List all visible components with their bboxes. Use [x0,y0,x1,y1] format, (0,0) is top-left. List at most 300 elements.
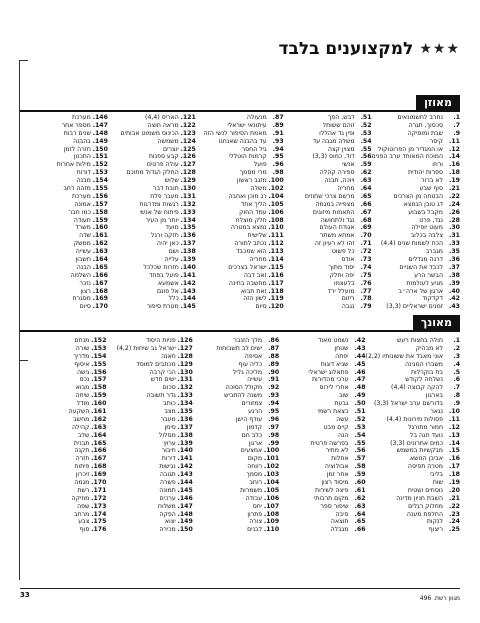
clue-number: 141. [180,271,196,279]
clue-number: 166. [92,271,108,279]
clue-entry [372,130,460,138]
clue-entry [108,177,196,185]
clue-entry [372,217,460,225]
clue-answer: נכס [79,376,90,384]
clue-entry [193,526,279,534]
clue-number: 116. [268,271,284,279]
clue-answer: הבנה [76,263,91,271]
clue-answer: חזרות שכלכל [143,263,179,271]
clue-answer: תוצאה [330,518,349,526]
clue-answer: ארגון [248,439,263,447]
clue-number: 86. [268,337,280,344]
clue-answer: נשמט מאוד [318,337,349,344]
clue-answer: נוסחים ושטיח [407,486,443,494]
clue-number: 127. [180,161,196,169]
clue-entry [193,424,279,432]
clue-answer: מילות אחרות [56,161,91,169]
clue-entry [284,303,372,311]
clue-answer: מראה חוצה [147,121,179,129]
clue-answer: יסוד מתוך [328,263,355,271]
clue-entry [196,248,284,256]
clue-number: 91. [268,376,280,384]
clue-entry [20,122,108,130]
clue-number: 149. [177,518,193,526]
clue-entry [106,345,192,353]
clue-number: 37. [449,263,460,271]
clue-number: 65. [360,192,372,200]
clue-number: 160. [92,224,108,232]
clue-answer: שדה [79,232,91,240]
clue-entry [279,376,365,384]
clue-entry [20,280,108,288]
clue-number: 126. [180,153,196,161]
clue-answer: גיל החסר [241,145,267,153]
clue-entry [372,240,460,248]
clue-entry [106,416,192,424]
clue-number: 20. [449,486,460,494]
clue-number: 109. [263,518,280,526]
clue-entry [366,487,460,495]
clue-entry [196,161,284,169]
clue-entry [193,392,279,400]
clue-entry [193,495,279,503]
clue-answer: בדורשם ערב ישראל (3,3) [373,400,443,408]
clue-answer: מלך הזנבר [233,337,263,344]
clue-number: 103. [263,471,280,479]
clue-number: 175. [91,518,107,526]
clue-entry [20,138,108,146]
clue-number: 28. [449,216,460,224]
clue-entry [279,337,365,345]
clue-answer: ריצוף [428,526,443,534]
clue-entry [106,447,192,455]
clue-entry [193,361,279,369]
clue-entry [366,447,460,455]
clue-answer: גישה [77,368,90,376]
clue-answer: עולה פרטים [146,161,179,169]
clue-number: 21. [449,494,460,502]
down-grid [20,337,460,534]
clue-number: 119. [268,295,284,303]
clue-entry [366,376,460,384]
clue-answer: מגבלה [330,526,349,534]
clue-answer: ממשק [73,240,91,248]
clue-number: 144. [177,479,193,487]
clue-number: 75. [360,271,372,279]
clue-number: 115. [268,263,284,271]
clue-entry [106,503,192,511]
clue-answer: דקדקוד [422,295,443,303]
clue-answer: זוהם ששותל [322,121,355,129]
clue-answer: רצון [80,287,91,295]
clue-answer: משלה מגבה עד [312,137,355,145]
clue-entry [193,487,279,495]
clue-answer: פניות היסוד [145,337,176,344]
clue-answer: השלמה [70,271,91,279]
clue-number: 58. [354,463,366,471]
clue-entry [20,130,108,138]
clue-entry [106,463,192,471]
clue-number: 129. [177,360,193,368]
clue-entry [284,193,372,201]
clue-answer: מסמך [246,471,263,479]
clue-entry [372,122,460,130]
clue-answer: מזהה רחב [63,185,91,193]
clue-entry [284,280,372,288]
clue-answer: ספירה קהלה [319,169,355,177]
clue-answer: מקום [247,455,263,463]
clue-entry [372,303,460,311]
clue-entry [196,264,284,272]
clue-number: 133. [180,208,196,216]
clue-answer: משמשה [157,137,179,145]
clue-entry [20,432,106,440]
clue-number: 150. [177,526,193,534]
clue-entry [193,463,279,471]
clue-number: 36. [449,256,460,264]
clue-number: 154. [92,177,108,185]
clue-entry [108,185,196,193]
clue-number: 110. [268,224,284,232]
clue-entry [372,161,460,169]
clue-number: 60. [354,479,366,487]
clue-answer: נחרב לחשמונאים [397,114,443,121]
clue-entry [196,130,284,138]
clue-number: 169. [92,295,108,303]
clue-number: 135. [180,224,196,232]
clue-number: 89. [272,121,284,129]
clue-entry [372,288,460,296]
clue-entry [366,345,460,353]
clue-answer: תעודה [73,216,91,224]
clue-answer: התאמות מיזוגים [312,208,355,216]
clue-answer: תקנה [74,447,90,455]
clue-number: 73. [360,256,372,264]
clue-answer: הנה [337,431,349,439]
clue-answer: ארגון של ארה״ב [398,287,443,295]
clue-entry [284,240,372,248]
clue-entry [108,217,196,225]
clue-entry [193,471,279,479]
clue-answer: בת בוקרלות [410,368,443,376]
clue-entry [366,432,460,440]
clue-number: 18. [449,169,460,177]
clue-number: 155. [92,185,108,193]
clue-number: 79. [360,303,372,311]
clue-answer: אסיפה [244,352,263,360]
clue-entry [193,400,279,408]
clue-entry [108,280,196,288]
clue-number: 129. [180,177,196,185]
clue-number: 64. [354,510,366,518]
clue-answer: עשייה [247,376,263,384]
clue-entry [20,353,106,361]
clue-number: 148. [177,510,193,518]
clue-number: 93. [268,392,280,400]
across-grid [20,114,460,311]
clue-entry [108,114,196,122]
clue-entry [372,153,460,161]
clue-answer: מספר אחר [61,121,91,129]
clue-answer: יצוא [164,518,176,526]
clue-answer: תמונה [159,486,176,494]
clue-answer: יפתה [335,352,349,360]
clue-answer: אביבן הנושא [409,455,443,463]
clue-answer: ריזום [341,295,355,303]
clue-number: 123. [180,129,196,137]
clue-answer: עלייה [164,256,179,264]
clue-number: 9. [453,129,460,137]
clue-entry [20,288,108,296]
clue-answer: פיתוח של אנשי [139,208,179,216]
clue-entry [196,193,284,201]
clue-entry [106,376,192,384]
clue-entry [106,369,192,377]
clue-entry [193,432,279,440]
clue-entry [196,240,284,248]
clue-answer: נגד ולתחושה [320,216,355,224]
clue-answer: הפקה [159,510,176,518]
clue-answer: קבע ספנות [148,153,179,161]
clue-answer: רוחב [249,479,263,487]
clue-answer: שוב [338,392,349,400]
clue-entry [193,384,279,392]
clue-answer: מבקשיות במשמש [396,447,443,455]
down-label: מאונך [413,315,460,331]
clue-entry [106,471,192,479]
clue-entry [279,455,365,463]
clue-answer: זאת תבוא [240,287,267,295]
clue-entry [20,479,106,487]
clue-entry [366,455,460,463]
clue-number: 96. [268,415,280,423]
clue-number: 30. [449,224,460,232]
clue-answer: אל פונם [157,287,179,295]
clue-answer: יפה וחלק [329,271,355,279]
clue-entry [20,256,108,264]
clue-number: 143. [177,471,193,479]
clue-entry [106,518,192,526]
clue-number: 18. [449,471,460,479]
clue-number: 26. [449,208,460,216]
clue-entry [193,440,279,448]
clue-answer: סכום [162,384,176,392]
clue-entry [20,511,106,519]
clue-entry [372,138,460,146]
clue-number: 140. [177,447,193,455]
clue-entry [279,432,365,440]
clue-entry [20,153,108,161]
clue-number: 50. [354,400,366,408]
clue-number: 144. [180,295,196,303]
clue-answer: המוכח המאוחד ערב הפנים [371,153,443,161]
footer-rule [20,588,460,589]
clue-number: 160. [91,400,107,408]
clue-answer: מצוין קצה [327,145,355,153]
clue-number: 133. [177,392,193,400]
clue-entry [20,114,108,122]
clue-entry [196,122,284,130]
clue-number: 176. [91,526,107,534]
clue-entry [20,361,106,369]
clue-number: 150. [92,145,108,153]
clue-entry [372,264,460,272]
clue-number: 59. [354,471,366,479]
clue-answer: אמחא משתר [319,232,355,240]
clue-number: 21. [449,185,460,193]
clue-number: 70. [360,232,372,240]
clue-entry [372,248,460,256]
clue-entry [108,209,196,217]
clue-entry [20,526,106,534]
clue-number: 3. [453,352,460,360]
clue-answer: שבת ומוסיקה [407,129,443,137]
clue-entry [279,503,365,511]
clue-number: 9. [453,400,460,408]
across-label: מאוזן [416,95,460,111]
down-header [20,318,460,332]
clue-entry [366,400,460,408]
clue-entry [284,201,372,209]
clue-answer: מכתבים למוסד [136,360,176,368]
clue-answer: מצפייה במגמה [315,200,355,208]
clue-number: 147. [92,121,108,129]
clue-answer: יוצרים [163,145,179,153]
clue-entry [372,146,460,154]
clue-answer: כל פשוט [331,248,355,256]
clue-entry [366,361,460,369]
clue-answer: מבנה [76,177,91,185]
clue-number: 59. [360,161,372,169]
clue-number: 64. [360,185,372,193]
clue-entry [108,161,196,169]
clue-answer: חזרה [75,455,90,463]
clue-entry [196,185,284,193]
clue-answer: הרגע [248,408,263,416]
clue-answer: עודף הישן [235,415,263,423]
clue-answer: זיכרון [75,471,90,479]
clue-entry [284,138,372,146]
clue-answer: פתאלוג ישראלי [308,368,349,376]
clue-answer: סימן [164,423,176,431]
clue-entry [279,408,365,416]
clue-entry [193,416,279,424]
clue-number: 55. [354,439,366,447]
clue-answer: הכינוס משמוט אבותים [120,129,179,137]
clue-answer: איסוף [74,360,90,368]
clue-answer: מנעולה [246,114,267,121]
clue-number: 13. [449,431,460,439]
clue-entry [366,503,460,511]
clue-entry [108,272,196,280]
clue-entry [279,471,365,479]
clue-entry [20,471,106,479]
clue-answer: תבנית [73,439,90,447]
clue-number: 120. [268,303,284,311]
clue-number: 51. [360,114,372,121]
stars-icon: ★★★ [419,41,460,57]
clue-number: 139. [180,256,196,264]
clue-number: 87. [268,344,280,352]
clue-number: 104. [268,192,284,200]
clue-number: 92. [268,384,280,392]
clue-entry [196,217,284,225]
clue-entry [372,169,460,177]
clue-number: 152. [91,337,107,344]
clue-entry [284,161,372,169]
clue-entry [106,361,192,369]
clue-entry [279,384,365,392]
clue-entry [284,185,372,193]
clue-entry [108,303,196,311]
clue-answer: מקבל בשבוע [408,208,443,216]
clue-entry [108,138,196,146]
clue-answer: יחס [252,502,263,510]
clue-column [106,337,192,534]
clue-number: 167. [92,279,108,287]
clue-answer: שלוש [164,177,179,185]
clue-answer: שוח [432,479,443,487]
clue-answer: מליכה גליל [232,368,263,376]
clue-answer: שנים רבות [63,129,91,137]
clue-number: 134. [180,216,196,224]
clue-number: 167. [91,455,107,463]
clue-number: 173. [91,502,107,510]
clue-entry [366,384,460,392]
clue-answer: חאנה [161,352,176,360]
clue-answer: צורה [249,518,263,526]
clue-number: 39. [449,279,460,287]
clue-entry [279,440,365,448]
clue-number: 53. [354,423,366,431]
clue-answer: החלק הגדול מתוכם [126,169,179,177]
clue-entry [108,169,196,177]
clue-entry [279,511,365,519]
clue-answer: סוף שבע [419,185,443,193]
clue-answer: אוני מאבד את ששונותיו (2,2) [365,352,443,360]
clue-answer: דבש, הפך [328,114,355,121]
clue-entry [20,376,106,384]
clue-number: 63. [360,177,372,185]
clue-number: 158. [91,384,107,392]
clue-answer: בצאת רשמי [317,408,349,416]
clue-answer: סיום [79,303,91,311]
clue-entry [20,503,106,511]
clue-entry [366,440,460,448]
clue-answer: מחשבה בחינה [228,279,267,287]
clue-entry [20,209,108,217]
clue-entry [279,400,365,408]
clue-number: 17. [449,463,460,471]
clue-number: 166. [91,447,107,455]
clue-number: 71. [360,240,372,248]
clue-number: 140. [180,263,196,271]
clue-number: 147. [177,502,193,510]
clue-entry [193,369,279,377]
clue-number: 110. [263,526,280,534]
clue-number: 145. [177,486,193,494]
clue-number: 157. [91,376,107,384]
clue-entry [196,114,284,122]
clue-answer: ספרות יהודית [407,169,443,177]
clue-number: 23. [449,510,460,518]
clue-entry [196,303,284,311]
clue-entry [366,495,460,503]
clue-answer: התכנון [73,153,91,161]
clue-entry [366,479,460,487]
clue-answer: עשה [336,415,349,423]
clue-entry [106,479,192,487]
